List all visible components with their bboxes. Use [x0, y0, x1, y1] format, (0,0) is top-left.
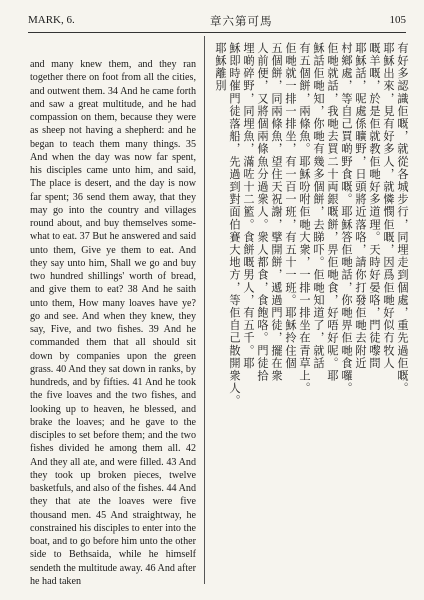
chinese-line: 有好多認識佢嘅，就從各城步行，同埋走到個處，重先過佢嘅。 [396, 42, 409, 395]
english-paragraph: and many knew them, and they ran together there on foot from all the cities, and outwent them. 34 And he came forth and saw a great multitude, and he had compassion on them, because they were as sheep not having a shepherd: and he began to teach them many things. 35 And when the day was now far spent, his disciples came unto him, and said, The place is desert, and the day is now far spent; 36 send them away, that they may go into the country and villages round about, and buy themselves some-what to eat. 37 But he answered and said unto them, Give ye them to eat. And they say unto him, Shall we go and buy two hundred shillings' worth of bread, and give them to eat? 38 And he saith unto them, How many loaves have ye? go and see. And when they knew, they say, Five, and two fishes. 39 And he commanded them that all should sit down by companies upon the green grass. 40 And they sat down in ranks, by hundreds, and by fifties. 41 And he took the five loaves and the two fishes, and looking up to heaven, he blessed, and brake the loaves; and he gave to the disciples to set before them; and the two fishes divided he among them all. 42 And they all ate, and were filled. 43 And they took up broken pieces, twelve basketfuls, and also of the fishes. 44 And they that ate the loaves were five thousand men. 45 And straightway, he constrained his disciples to enter into the boat, and to go before him unto the other side to Bethsaida, while he himself sendeth the multitude away. 46 And after he had taken [30, 59, 196, 587]
chinese-line: 有五個餅，兩條魚。耶穌吩咐佢哋大衆，一排一排坐在青草上。 [298, 42, 311, 395]
chinese-line: 佢哋就一排一排坐，有一百一班，有五十一班。耶穌拎住個 [284, 42, 297, 370]
chinese-line: 五個餅，同兩條魚，望住天祝謝，擘開餅，遞過門徒，擺在衆 [270, 42, 283, 383]
chinese-line: 耶穌離別 [214, 42, 227, 93]
chinese-line: 埋啲碎野，同埋魚，滿咗十二籃。食餅嘅男人，有五千。耶 [242, 42, 255, 370]
chinese-line: 穌話佢哋知，你哋有幾多個餅，去睇吓。佢哋知道了，就話 [312, 42, 325, 370]
column-divider [204, 36, 205, 584]
chinese-line: 耶穌出來，見有好多人，就憐憫佢嘅，因爲佢哋好似冇牧人 [382, 42, 395, 370]
chinese-text-column [207, 36, 409, 584]
running-head-chinese: 章六第可馬 [210, 16, 273, 28]
chinese-line: 耶穌話，呢處係曠野，日頭將近落咯，請你打發佢哋去附近 [354, 42, 367, 370]
chinese-line: 嘅羊嘅，於是佢就教佢哋好多道理。天時好晏咯，門徒嚟問 [368, 42, 381, 370]
chinese-line: 村鄉處，等自己買啲野食嘅。耶穌答佢哋話，你哋畀佢哋食囉。 [340, 42, 353, 395]
running-head-english: MARK, 6. [28, 14, 75, 26]
chinese-line: 人前便，又將個兩條魚分過衆人。衆人都食，食飽咯。門徒拾 [256, 42, 269, 383]
page-number: 105 [389, 14, 406, 26]
chinese-line: 佢哋就話，我哋去買二十両銀嘅餅，畀佢哋食，好唔好呢。耶 [326, 42, 339, 383]
page-header [28, 12, 406, 33]
chinese-line: 穌即時催門徒落船，先過到對面伯賽大地方，等佢自己散開衆人。 [228, 42, 241, 408]
english-text-column [30, 58, 196, 588]
